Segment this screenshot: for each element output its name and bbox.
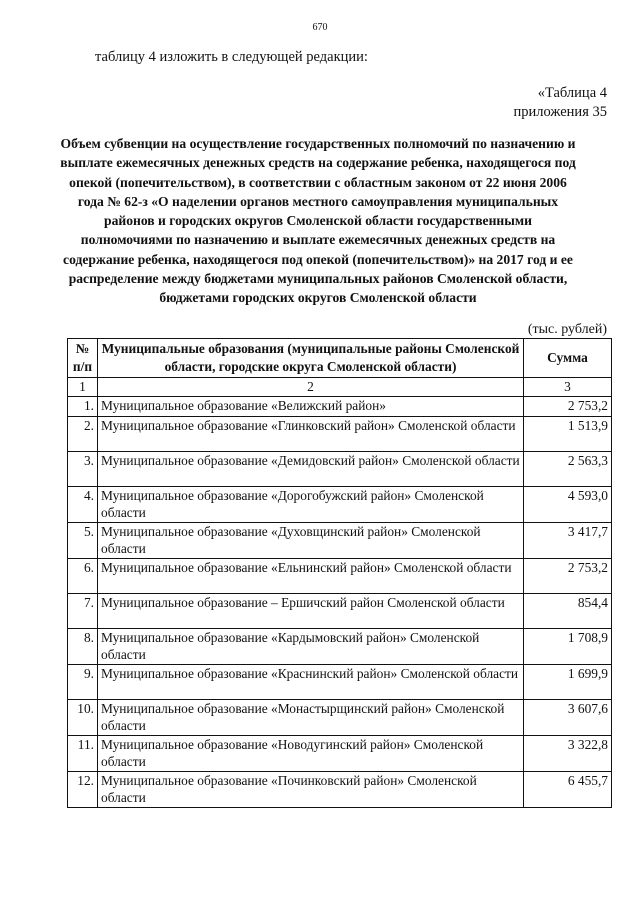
row-sum: 2 753,2 <box>524 558 612 593</box>
row-number: 6. <box>68 558 98 593</box>
row-sum: 1 513,9 <box>524 416 612 451</box>
caption-table-label: «Таблица 4 <box>537 85 607 101</box>
header-name: Муниципальные образования (муниципальные районы Смоленской области, городские округа Смоленской области) <box>98 339 524 378</box>
row-sum: 3 607,6 <box>524 699 612 735</box>
table-row <box>68 486 612 522</box>
row-sum: 1 708,9 <box>524 628 612 664</box>
caption-appendix-label: приложения 35 <box>513 104 607 120</box>
intro-text: таблицу 4 изложить в следующей редакции: <box>95 49 368 65</box>
row-municipality: Муниципальное образование «Демидовский район» Смоленской области <box>98 451 524 486</box>
table-row <box>68 451 612 486</box>
row-number: 12. <box>68 771 98 807</box>
row-sum: 3 322,8 <box>524 735 612 771</box>
row-sum: 1 699,9 <box>524 664 612 699</box>
table-header-row <box>68 339 612 378</box>
row-sum: 6 455,7 <box>524 771 612 807</box>
table-row <box>68 396 612 416</box>
column-number: 3 <box>524 378 612 397</box>
row-sum: 2 563,3 <box>524 451 612 486</box>
column-number: 1 <box>68 378 98 397</box>
row-sum: 3 417,7 <box>524 522 612 558</box>
row-municipality: Муниципальное образование «Велижский район» <box>98 396 524 416</box>
document-title: Объем субвенции на осуществление государственных полномочий по назначению и выплате ежемесячных денежных средств на содержание ребенка, находящегося под опекой (попечительством), в соответствии с областным законом от 22 июня 2006 года № 62-з «О наделении органов местного самоуправления муниципальных районов и городских округов Смоленской области государственными полномочиями по назначению и выплате ежемесячных денежных средств на содержание ребенка, находящегося под опекой (попечительством)» на 2017 год и ее распределение между бюджетами муниципальных районов Смоленской области, бюджетами городских округов Смоленской области <box>60 136 576 306</box>
row-municipality: Муниципальное образование «Монастырщинский район» Смоленской области <box>98 699 524 735</box>
table-row <box>68 416 612 451</box>
row-sum: 854,4 <box>524 593 612 628</box>
row-number: 11. <box>68 735 98 771</box>
row-number: 10. <box>68 699 98 735</box>
column-number-row <box>68 378 612 397</box>
row-municipality: Муниципальное образование «Дорогобужский район» Смоленской области <box>98 486 524 522</box>
table-row <box>68 664 612 699</box>
column-number: 2 <box>98 378 524 397</box>
table-row <box>68 735 612 771</box>
row-municipality: Муниципальное образование «Ельнинский район» Смоленской области <box>98 558 524 593</box>
row-number: 1. <box>68 396 98 416</box>
table-row <box>68 699 612 735</box>
table-row <box>68 558 612 593</box>
subvention-table <box>67 338 612 808</box>
row-number: 5. <box>68 522 98 558</box>
header-sum: Сумма <box>524 339 612 378</box>
row-municipality: Муниципальное образование «Починковский район» Смоленской области <box>98 771 524 807</box>
row-number: 3. <box>68 451 98 486</box>
row-municipality: Муниципальное образование «Новодугинский район» Смоленской области <box>98 735 524 771</box>
row-municipality: Муниципальное образование «Краснинский район» Смоленской области <box>98 664 524 699</box>
table-caption <box>514 84 607 122</box>
row-municipality: Муниципальное образование – Ершичский район Смоленской области <box>98 593 524 628</box>
table-row <box>68 593 612 628</box>
page-number: 670 <box>312 22 328 33</box>
table-row <box>68 628 612 664</box>
row-number: 9. <box>68 664 98 699</box>
row-municipality: Муниципальное образование «Духовщинский район» Смоленской области <box>98 522 524 558</box>
row-sum: 4 593,0 <box>524 486 612 522</box>
table-row <box>68 771 612 807</box>
row-sum: 2 753,2 <box>524 396 612 416</box>
row-municipality: Муниципальное образование «Кардымовский район» Смоленской области <box>98 628 524 664</box>
row-number: 4. <box>68 486 98 522</box>
row-number: 8. <box>68 628 98 664</box>
row-municipality: Муниципальное образование «Глинковский район» Смоленской области <box>98 416 524 451</box>
header-num: № п/п <box>68 339 98 378</box>
row-number: 7. <box>68 593 98 628</box>
units-label: (тыс. рублей) <box>527 322 607 337</box>
table-row <box>68 522 612 558</box>
row-number: 2. <box>68 416 98 451</box>
